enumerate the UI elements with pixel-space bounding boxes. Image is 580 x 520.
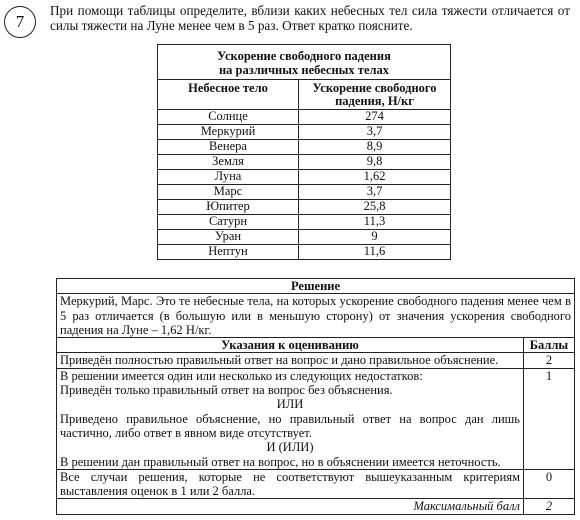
table-title-line1: Ускорение свободного падения: [217, 49, 391, 63]
table-title-line2: на различных небесных телах: [218, 63, 390, 77]
body-name: Венера: [158, 140, 299, 155]
body-name: Меркурий: [158, 125, 299, 140]
col-header-acceleration-line2: падения, Н/кг: [335, 93, 414, 108]
body-value: 3,7: [299, 125, 451, 140]
criterion-1-case-a: Приведён только правильный ответ на вопрос без объяснения.: [60, 383, 393, 398]
body-name: Сатурн: [158, 215, 299, 230]
body-name: Нептун: [158, 245, 299, 260]
table-title: [158, 45, 451, 80]
criterion-2-text: Приведён полностью правильный ответ на вопрос и дано правильное объяснение.: [57, 353, 524, 368]
col-header-body: Небесное тело: [158, 80, 299, 110]
body-name: Уран: [158, 230, 299, 245]
points-header: Баллы: [524, 338, 575, 353]
table-row: [158, 185, 451, 200]
body-value: 11,6: [299, 245, 451, 260]
criterion-1-or: ИЛИ: [276, 397, 304, 412]
criterion-1-block: [57, 368, 524, 469]
table-row: [158, 215, 451, 230]
max-score-value: 2: [524, 499, 575, 514]
criterion-0-text: Все случаи решения, которые не соответствуют вышеуказанным критериям выставления оценок в 1 или 2 балла.: [57, 469, 524, 499]
body-name: Юпитер: [158, 200, 299, 215]
solution-header: Решение: [57, 279, 575, 294]
table-row: [158, 155, 451, 170]
criterion-1-case-b: Приведено правильное объяснение, но правильный ответ на вопрос дан лишь частично, либо ответ в явном виде отсутствует.: [60, 411, 520, 440]
body-name: Солнце: [158, 110, 299, 125]
body-value: 3,7: [299, 185, 451, 200]
body-name: Земля: [158, 155, 299, 170]
criterion-0-points: 0: [524, 469, 575, 499]
table-row: [158, 200, 451, 215]
max-score-label: Максимальный балл: [57, 499, 524, 514]
question-number: 7: [4, 6, 36, 38]
planet-gravity-table: [157, 44, 451, 260]
body-value: 274: [299, 110, 451, 125]
solution-answer: Меркурий, Марс. Это те небесные тела, на которых ускорение свободного падения менее чем в 5 раз отличается (в большую или в меньшую сторону) от значения ускорения свободного падения на Луне – 1,62 Н/кг.: [57, 294, 575, 338]
body-name: Луна: [158, 170, 299, 185]
body-name: Марс: [158, 185, 299, 200]
question-text: При помощи таблицы определите, вблизи каких небесных тел сила тяжести отличается от силы тяжести на Луне менее чем в 5 раз. Ответ кратко поясните.: [50, 3, 570, 33]
body-value: 9: [299, 230, 451, 245]
col-header-acceleration: [299, 80, 451, 110]
table-row: [158, 170, 451, 185]
table-row: [158, 245, 451, 260]
body-value: 8,9: [299, 140, 451, 155]
solution-table: [56, 278, 575, 515]
body-value: 25,8: [299, 200, 451, 215]
body-value: 11,3: [299, 215, 451, 230]
col-header-acceleration-line1: Ускорение свободного: [312, 81, 437, 95]
criteria-header: Указания к оцениванию: [57, 338, 524, 353]
criterion-1-intro: В решении имеется один или несколько из следующих недостатков:: [60, 368, 423, 383]
criterion-2-points: 2: [524, 353, 575, 368]
body-value: 1,62: [299, 170, 451, 185]
table-row: [158, 110, 451, 125]
body-value: 9,8: [299, 155, 451, 170]
table-row: [158, 230, 451, 245]
table-row: [158, 125, 451, 140]
criterion-1-case-c: В решении дан правильный ответ на вопрос, но в объяснении имеется неточность.: [60, 454, 501, 469]
criterion-1-and-or: И (ИЛИ): [266, 440, 314, 455]
criterion-1-points: 1: [524, 368, 575, 469]
table-row: [158, 140, 451, 155]
